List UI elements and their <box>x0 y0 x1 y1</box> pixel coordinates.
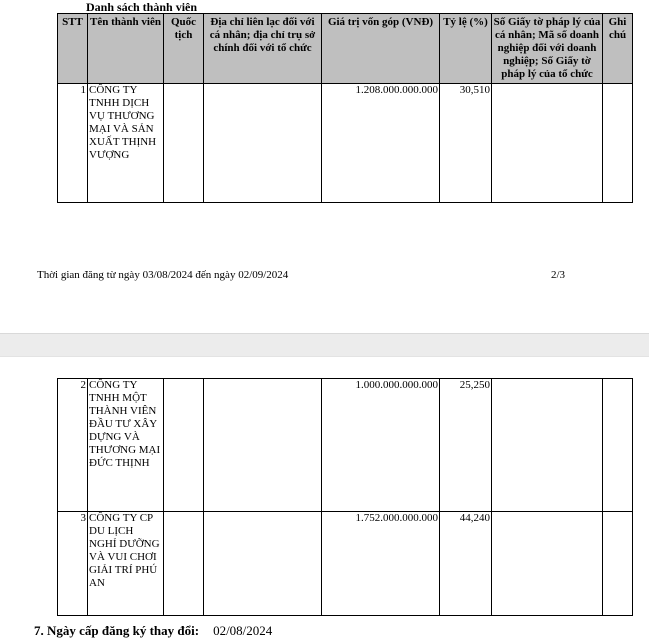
page-number: 2/3 <box>551 269 566 281</box>
cell-note <box>603 512 633 616</box>
cell-address <box>204 84 322 203</box>
cell-nationality <box>164 512 204 616</box>
cell-note <box>603 84 633 203</box>
cell-ratio: 25,250 <box>440 379 492 512</box>
section-7-change-date <box>34 623 272 639</box>
header-note: Ghi chú <box>603 14 633 84</box>
section-7-label: 7. Ngày cấp đăng ký thay đổi: <box>34 623 200 638</box>
header-address: Địa chỉ liên lạc đối với cá nhân; địa chỉ trụ sở chính đối với tổ chức <box>204 14 322 84</box>
cell-capital: 1.000.000.000.000 <box>322 379 440 512</box>
cell-legal-doc <box>492 379 603 512</box>
header-ratio: Tỷ lệ (%) <box>440 14 492 84</box>
cell-ratio: 30,510 <box>440 84 492 203</box>
cell-nationality <box>164 84 204 203</box>
cell-legal-doc <box>492 512 603 616</box>
header-legal-doc: Số Giấy tờ pháp lý của cá nhân; Mã số doanh nghiệp đối với doanh nghiệp; Số Giấy tờ pháp lý của tổ chức <box>492 14 603 84</box>
section-title: Danh sách thành viên <box>86 0 198 14</box>
page-separator <box>0 333 649 357</box>
cell-member-name: CÔNG TY TNHH MỘT THÀNH VIÊN ĐẦU TƯ XÂY DỰNG VÀ THƯƠNG MẠI ĐỨC THỊNH <box>88 379 164 512</box>
cell-address <box>204 379 322 512</box>
cell-stt: 2 <box>58 379 88 512</box>
header-capital: Giá trị vốn góp (VNĐ) <box>322 14 440 84</box>
header-stt: STT <box>58 14 88 84</box>
section-7-value: 02/08/2024 <box>213 623 273 638</box>
registration-period: Thời gian đăng từ ngày 03/08/2024 đến ngày 02/09/2024 <box>37 269 289 281</box>
header-member-name: Tên thành viên <box>88 14 164 84</box>
table-row <box>58 512 633 616</box>
cell-stt: 3 <box>58 512 88 616</box>
cell-nationality <box>164 379 204 512</box>
cell-capital: 1.752.000.000.000 <box>322 512 440 616</box>
cell-address <box>204 512 322 616</box>
table-row <box>58 84 633 203</box>
table-row <box>58 379 633 512</box>
cell-member-name: CÔNG TY CP DU LỊCH NGHỈ DƯỠNG VÀ VUI CHƠI GIẢI TRÍ PHÚ AN <box>88 512 164 616</box>
cell-member-name: CÔNG TY TNHH DỊCH VỤ THƯƠNG MẠI VÀ SẢN XUẤT THỊNH VƯỢNG <box>88 84 164 203</box>
cell-legal-doc <box>492 84 603 203</box>
cell-stt: 1 <box>58 84 88 203</box>
header-nationality: Quốc tịch <box>164 14 204 84</box>
members-table-page-3 <box>57 378 633 616</box>
cell-capital: 1.208.000.000.000 <box>322 84 440 203</box>
table-header-row <box>58 14 633 84</box>
cell-ratio: 44,240 <box>440 512 492 616</box>
members-table-page-2 <box>57 13 633 203</box>
cell-note <box>603 379 633 512</box>
